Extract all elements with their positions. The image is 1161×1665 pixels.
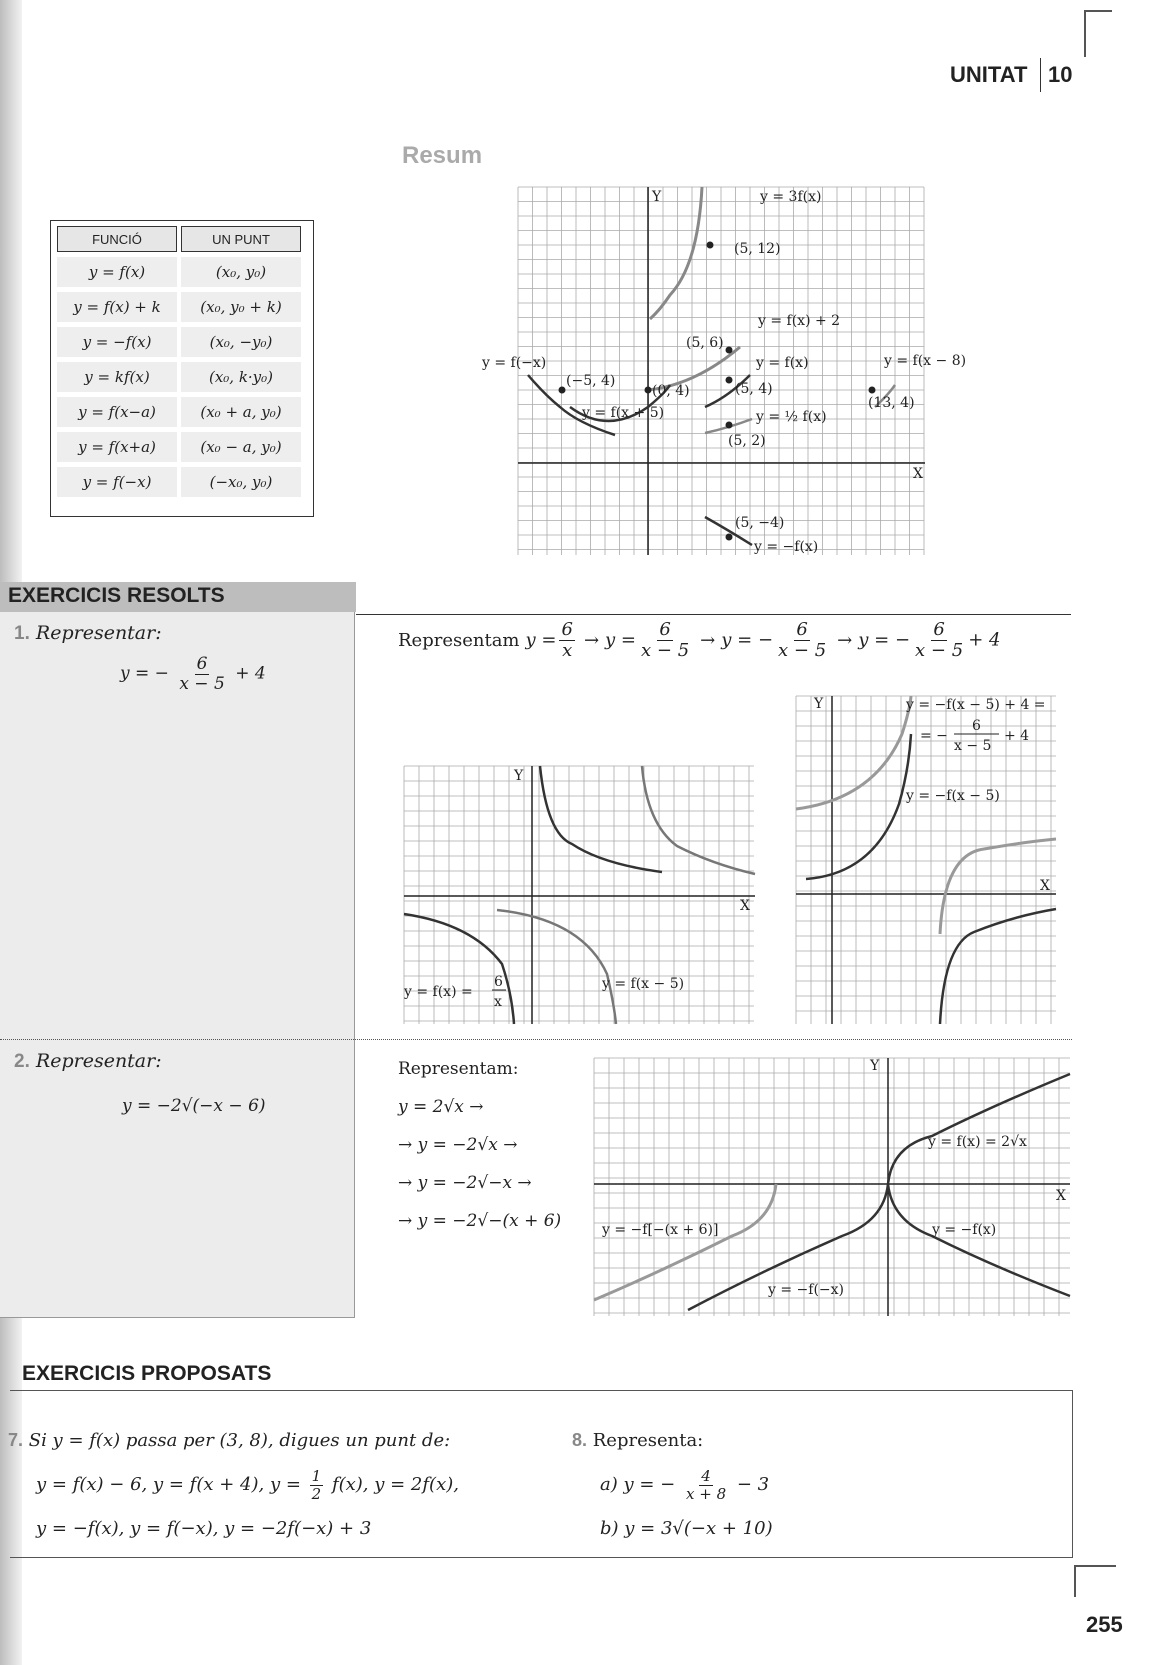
unit-divider	[1040, 58, 1041, 92]
table-cell: y = f(x−a)	[57, 397, 177, 427]
g3-x-label: X	[1056, 1188, 1066, 1204]
g1-label-f: y = f(x) =	[404, 984, 473, 1000]
ex2-solution-word: Representam:	[398, 1059, 519, 1079]
label-5-4: (5, 4)	[735, 381, 773, 397]
curve-shifted	[594, 1184, 776, 1300]
table-cell: y = f(x) + k	[57, 292, 177, 322]
g3-label-neg-f: y = −f(x)	[932, 1222, 997, 1238]
label-5-6: (5, 6)	[686, 335, 724, 351]
curve-2sqrtx	[888, 1074, 1070, 1184]
g1-y-label: Y	[514, 768, 524, 784]
label-neg-f: y = −f(x)	[754, 539, 819, 555]
table-cell: (x₀ + a, y₀)	[181, 397, 301, 427]
resum-graph-svg	[470, 185, 1030, 560]
label-13-4: (13, 4)	[868, 395, 915, 411]
point-0-4	[645, 387, 652, 394]
table-cell: y = f(x+a)	[57, 432, 177, 462]
table-cell: (x₀, y₀)	[181, 257, 301, 287]
ex1-eq-den: x − 5	[179, 673, 225, 694]
g1-label-f-den: x	[494, 994, 502, 1010]
point-5-m4	[726, 534, 733, 541]
ex7	[8, 1418, 459, 1551]
ex1-graph-right	[794, 694, 1058, 1026]
resum-graph	[470, 185, 1030, 560]
arrow: →	[583, 629, 600, 651]
ex2-number: 2.	[14, 1051, 30, 1072]
label-5-2: (5, 2)	[728, 433, 766, 449]
g2-label-final-suffix: + 4	[1004, 728, 1030, 744]
table-cell: y = −f(x)	[57, 327, 177, 357]
ex1-graph-right-svg	[794, 694, 1058, 1026]
g1-label-f-num: 6	[494, 974, 503, 990]
ex2-steps	[398, 1050, 561, 1240]
ex7-number: 7.	[8, 1430, 24, 1450]
g2-label-final-b: = −	[920, 728, 948, 744]
g1-x-label: X	[740, 898, 750, 914]
g2-label-final: y = −f(x − 5) + 4 =	[906, 697, 1046, 713]
g1-label-shift: y = f(x − 5)	[602, 976, 685, 992]
point-5-6	[726, 347, 733, 354]
ex2-graph	[592, 1056, 1072, 1318]
ex8-number: 8.	[572, 1430, 588, 1450]
resolts-left-panel	[0, 612, 355, 1318]
g2-label-neg-shift: y = −f(x − 5)	[906, 788, 1000, 804]
ex1-eq-prefix: y = −	[120, 663, 169, 684]
ex1-eq-num: 6	[196, 654, 208, 674]
g3-label-neg-f-negx: y = −f(−x)	[768, 1282, 845, 1298]
table-header-function: FUNCIÓ	[57, 226, 177, 252]
dotted-separator	[0, 1039, 1072, 1040]
ex1-step-1: y = $\frac{6}{x}$	[525, 619, 573, 661]
ex2-statement	[14, 1050, 162, 1073]
table-cell: (x₀, k·y₀)	[181, 362, 301, 392]
resum-y-label: Y	[652, 189, 662, 205]
g2-label-final-num: 6	[972, 718, 981, 734]
label-f-minus-x: y = f(−x)	[482, 355, 547, 371]
function-table	[50, 220, 314, 517]
ex1-step-3: y = − $\frac{6}{x - 5}$	[721, 619, 827, 661]
point-13-4	[869, 387, 876, 394]
page-number: 255	[1086, 1612, 1123, 1637]
ex7-fraction: $\frac{1}{2}$	[311, 1467, 322, 1503]
g3-label-shifted: y = −f[−(x + 6)]	[602, 1222, 719, 1238]
ex8-fraction: $\frac{4}{x + 8}$	[686, 1467, 727, 1503]
ex2-step: → y = −2√x →	[398, 1135, 518, 1155]
ex8-intro: Representa:	[592, 1430, 704, 1451]
point-5-2	[726, 422, 733, 429]
label-f-plus2: y = f(x) + 2	[758, 313, 841, 329]
arrow: →	[700, 629, 716, 651]
table-header-point: UN PUNT	[181, 226, 301, 252]
curve-final-upper	[796, 696, 911, 809]
ex2-step: → y = −2√−x →	[398, 1173, 532, 1193]
label-f: y = f(x)	[756, 355, 809, 371]
ex2-prompt: Representar:	[35, 1050, 162, 1072]
point-m5-4	[559, 387, 566, 394]
curve-shift-neg	[497, 910, 616, 1024]
curve-neg-shift-lower	[940, 909, 1056, 1024]
ex7-intro: Si y = f(x) passa per (3, 8), digues un punt de:	[28, 1430, 451, 1451]
curve-final-lower	[940, 839, 1056, 934]
ex1-solution-word: Representam	[398, 629, 520, 651]
grid	[518, 187, 924, 555]
table-cell: y = f(x)	[57, 257, 177, 287]
ex1-eq-fraction	[177, 655, 226, 693]
table-cell: (x₀, y₀ + k)	[181, 292, 301, 322]
resum-title: Resum	[402, 142, 483, 169]
ex1-graph-left	[402, 764, 757, 1026]
g3-y-label: Y	[870, 1058, 880, 1074]
label-m5-4: (−5, 4)	[566, 373, 616, 389]
point-5-12	[707, 242, 714, 249]
table-cell: (−x₀, y₀)	[181, 467, 301, 497]
corner-mark-bottom	[1074, 1565, 1116, 1597]
resolts-title: EXERCICIS RESOLTS	[8, 584, 225, 607]
ex1-statement	[14, 622, 162, 645]
label-0-4: (0, 4)	[652, 383, 690, 399]
ex2-step: y = 2√x →	[398, 1097, 484, 1117]
table-cell: y = f(−x)	[57, 467, 177, 497]
grid	[796, 696, 1056, 1024]
ex1-prompt: Representar:	[35, 622, 162, 644]
g2-y-label: Y	[814, 696, 824, 712]
table-cell: (x₀, −y₀)	[181, 327, 301, 357]
label-half-f: y = ½ f(x)	[756, 409, 827, 425]
ex2-graph-svg	[592, 1056, 1072, 1318]
g2-x-label: X	[1040, 878, 1050, 894]
curve-neg-f	[888, 1184, 1070, 1296]
g3-label-f: y = f(x) = 2√x	[928, 1134, 1027, 1150]
ex7-line1: y = f(x) − 6, y = f(x + 4), y = $\frac{1}{2}$ f(x), y = 2f(x),	[36, 1467, 459, 1503]
curve-3f	[650, 187, 702, 319]
ex8	[572, 1418, 773, 1551]
ex1-eq-suffix: + 4	[235, 663, 266, 684]
g2-label-final-den: x − 5	[954, 738, 992, 754]
table-cell: (x₀ − a, y₀)	[181, 432, 301, 462]
label-5-12: (5, 12)	[734, 241, 781, 257]
ex8-intro-line	[572, 1418, 773, 1463]
label-f-x-plus5: y = f(x + 5)	[582, 405, 665, 421]
ex1-graph-left-svg	[402, 764, 757, 1026]
ex1-equation	[120, 655, 266, 693]
ex2-step: → y = −2√−(x + 6)	[398, 1211, 562, 1231]
ex1-solution-chain	[398, 620, 1000, 661]
ex1-number: 1.	[14, 623, 30, 644]
corner-mark-top	[1084, 10, 1112, 57]
ex8-part-b: b) y = 3√(−x + 10)	[600, 1518, 773, 1539]
label-5-m4: (5, −4)	[735, 515, 785, 531]
ex1-step-4: y = − $\frac{6}{x - 5}$ + 4	[858, 619, 1001, 661]
ex8-part-a: a) y = − $\frac{4}{x + 8}$ − 3	[600, 1467, 770, 1503]
ex2-equation: y = −2√(−x − 6)	[122, 1096, 266, 1116]
resum-x-label: X	[913, 466, 923, 482]
unit-number: 10	[1048, 62, 1073, 87]
label-3f: y = 3f(x)	[760, 189, 822, 205]
arrow: →	[837, 629, 853, 651]
ex7-line2: y = −f(x), y = f(−x), y = −2f(−x) + 3	[36, 1518, 372, 1539]
table-cell: y = kf(x)	[57, 362, 177, 392]
ex1-step-2: y = $\frac{6}{x - 5}$	[605, 619, 690, 661]
grid	[594, 1058, 1070, 1316]
resolts-rule	[356, 614, 1071, 615]
unit-label: UNITAT	[950, 62, 1028, 87]
label-f-x-minus8: y = f(x − 8)	[884, 353, 967, 369]
ex7-intro-line	[8, 1418, 459, 1463]
proposats-title: EXERCICIS PROPOSATS	[22, 1362, 272, 1385]
point-5-4	[726, 377, 733, 384]
